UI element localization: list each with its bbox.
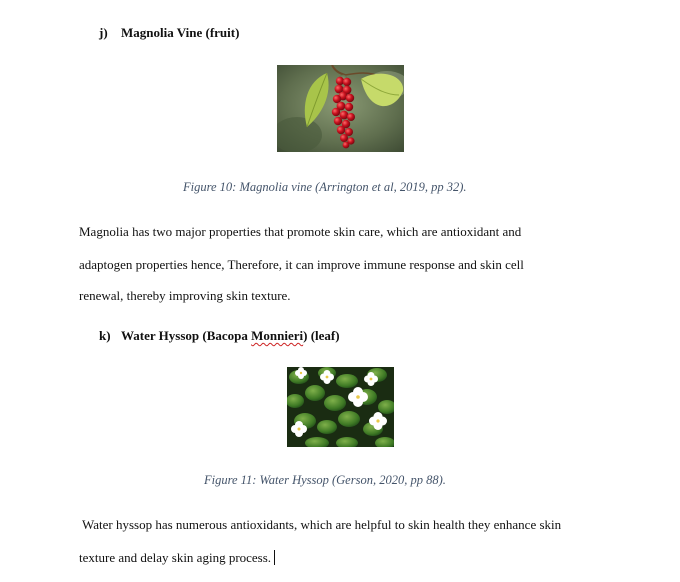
spelling-error-word[interactable]: Monnieri <box>251 328 304 343</box>
list-marker: j) <box>99 25 108 40</box>
figure-11-caption: Figure 11: Water Hyssop (Gerson, 2020, pp 88). <box>204 473 446 487</box>
section-title-part: ) (leaf) <box>303 328 340 343</box>
water-hyssop-image <box>287 367 394 447</box>
paragraph-line: Magnolia has two major properties that promote skin care, which are antioxidant and <box>79 224 522 239</box>
paragraph-line-text: texture and delay skin aging process. <box>79 550 272 565</box>
section-title: Magnolia Vine (fruit) <box>121 25 240 40</box>
magnolia-vine-image <box>277 65 404 152</box>
section-title-part: Water Hyssop (Bacopa <box>121 328 252 343</box>
figure-10-caption: Figure 10: Magnolia vine (Arrington et al, 2019, pp 32). <box>183 180 467 194</box>
list-marker: k) <box>99 328 111 343</box>
section-heading-j <box>99 25 239 41</box>
paragraph-line: renewal, thereby improving skin texture. <box>79 288 291 303</box>
paragraph-line-last <box>79 550 275 566</box>
paragraph-line: adaptogen properties hence, Therefore, it can improve immune response and skin cell <box>79 257 524 272</box>
section-heading-k <box>99 328 340 344</box>
paragraph-line: Water hyssop has numerous antioxidants, which are helpful to skin health they enhance skin <box>79 517 562 532</box>
text-cursor <box>274 550 275 565</box>
